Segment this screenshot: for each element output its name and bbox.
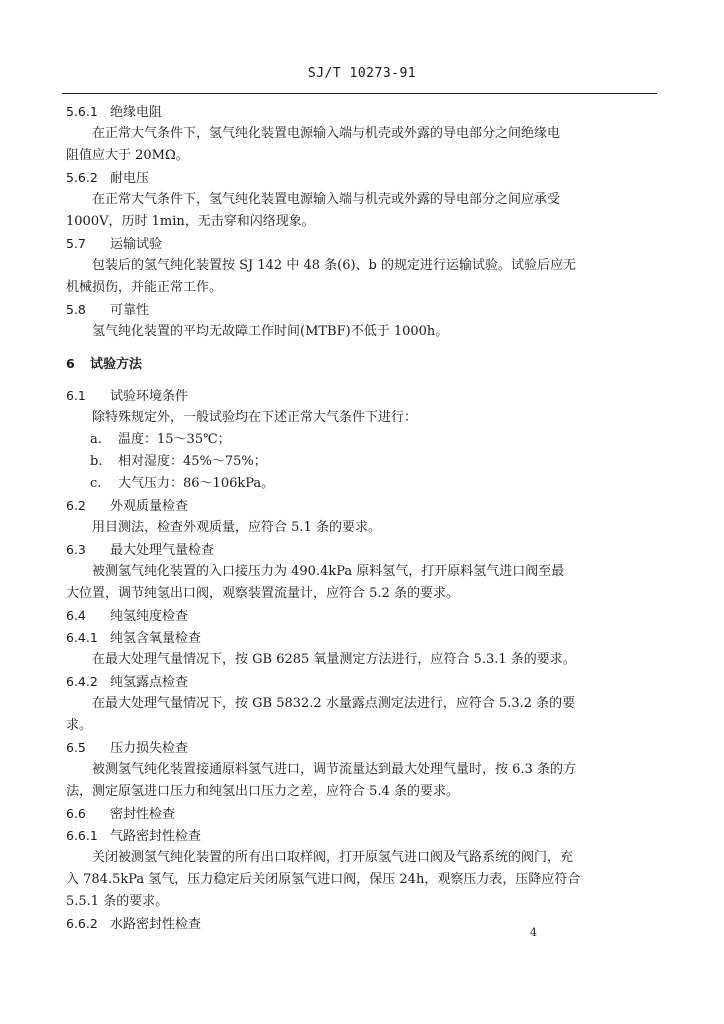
page-number: 4 <box>530 926 537 939</box>
paragraph-line: 1000V，历时 1min，无击穿和闪络现象。 <box>66 214 315 229</box>
section-number: 6.5 <box>66 740 86 755</box>
heading-6-3 <box>66 539 656 561</box>
section-number: 6 <box>66 356 75 371</box>
section-title: 最大处理气量检查 <box>110 543 215 558</box>
paragraph-line: 在最大处理气量情况下，按 GB 5832.2 水量露点测定法进行，应符合 5.3.2 条的要 <box>92 696 576 711</box>
section-title: 可靠性 <box>110 303 150 318</box>
paragraph-line: 被测氢气纯化装置的入口接压力为 490.4kPa 原料氢气，打开原料氢气进口阀至最 <box>92 564 565 579</box>
paragraph-line: 被测氢气纯化装置接通原料氢气进口，调节流量达到最大处理气量时，按 6.3 条的方 <box>92 762 576 777</box>
heading-6-6-1 <box>66 825 656 847</box>
section-title: 纯氢纯度检查 <box>110 609 189 624</box>
paragraph-line: 大位置，调节纯氢出口阀，观察装置流量计，应符合 5.2 条的要求。 <box>66 586 459 601</box>
section-number: 6.4 <box>66 608 86 623</box>
paragraph-line: 用目测法，检查外观质量，应符合 5.1 条的要求。 <box>92 520 381 535</box>
heading-6-4-2 <box>66 671 656 693</box>
heading-6-4 <box>66 605 656 627</box>
list-item-text: 温度：15～35℃； <box>118 432 231 447</box>
list-item-text: 大气压力：86～106kPa。 <box>118 476 275 491</box>
heading-6 <box>66 353 656 375</box>
section-number: 6.3 <box>66 542 86 557</box>
heading-6-5 <box>66 737 656 759</box>
paragraph-line: 在正常大气条件下，氢气纯化装置电源输入端与机壳或外露的导电部分之间应承受 <box>92 192 561 207</box>
section-title: 气路密封性检查 <box>110 829 202 844</box>
heading-5-8 <box>66 299 656 321</box>
body-content <box>66 101 656 935</box>
section-title: 试验方法 <box>90 357 143 372</box>
heading-6-4-1 <box>66 627 656 649</box>
section-title: 外观质量检查 <box>110 499 189 514</box>
section-number: 6.6.1 <box>66 828 98 843</box>
section-title: 密封性检查 <box>110 807 176 822</box>
standard-code-header: SJ/T 10273-91 <box>307 66 417 81</box>
section-title: 绝缘电阻 <box>110 105 163 120</box>
paragraph-line: 关闭被测氢气纯化装置的所有出口取样阀，打开原氢气进口阀及气路系统的阀门，充 <box>92 850 574 865</box>
heading-5-6-1 <box>66 101 656 123</box>
heading-6-2 <box>66 495 656 517</box>
header-rule <box>62 93 657 94</box>
section-title: 水路密封性检查 <box>110 917 202 932</box>
list-item-text: 相对湿度：45%～75%； <box>118 454 267 469</box>
paragraph-line: 氢气纯化装置的平均无故障工作时间(MTBF)不低于 1000h。 <box>92 324 449 339</box>
list-marker: b. <box>90 454 103 469</box>
section-number: 5.7 <box>66 236 86 251</box>
paragraph-line: 除特殊规定外，一般试验均在下述正常大气条件下进行： <box>92 410 418 425</box>
paragraph-line: 求。 <box>66 718 93 733</box>
list-marker: a. <box>90 432 102 447</box>
list-marker: c. <box>90 476 102 491</box>
section-title: 压力损失检查 <box>110 741 189 756</box>
section-title: 耐电压 <box>110 171 150 186</box>
paragraph-line: 在正常大气条件下，氢气纯化装置电源输入端与机壳或外露的导电部分之间绝缘电 <box>92 126 561 141</box>
paragraph-line: 5.5.1 条的要求。 <box>66 894 169 909</box>
paragraph-line: 入 784.5kPa 氢气，压力稳定后关闭原氢气进口阀，保压 24h，观察压力表，压降应符合 <box>66 872 581 887</box>
list-item <box>66 473 656 495</box>
section-number: 6.2 <box>66 498 86 513</box>
section-title: 运输试验 <box>110 237 163 252</box>
paragraph-line: 机械损伤，并能正常工作。 <box>66 280 223 295</box>
paragraph-line: 包装后的氢气纯化装置按 SJ 142 中 48 条(6)、b 的规定进行运输试验。试验后应无 <box>92 258 577 273</box>
list-item <box>66 429 656 451</box>
paragraph-line: 在最大处理气量情况下，按 GB 6285 氧量测定方法进行，应符合 5.3.1 条的要求。 <box>92 652 576 667</box>
section-title: 纯氢含氧量检查 <box>110 631 202 646</box>
heading-6-6-2 <box>66 913 656 935</box>
section-number: 6.6.2 <box>66 916 98 931</box>
heading-5-6-2 <box>66 167 656 189</box>
section-number: 5.6.2 <box>66 170 98 185</box>
section-number: 5.8 <box>66 302 86 317</box>
section-number: 5.6.1 <box>66 104 98 119</box>
heading-6-1 <box>66 385 656 407</box>
section-number: 6.6 <box>66 806 86 821</box>
section-title: 试验环境条件 <box>110 389 189 404</box>
paragraph-line: 法，测定原氢进口压力和纯氢出口压力之差，应符合 5.4 条的要求。 <box>66 784 459 799</box>
heading-6-6 <box>66 803 656 825</box>
section-title: 纯氢露点检查 <box>110 675 189 690</box>
section-number: 6.1 <box>66 388 86 403</box>
heading-5-7 <box>66 233 656 255</box>
paragraph-line: 阻值应大于 20MΩ。 <box>66 148 189 163</box>
section-number: 6.4.2 <box>66 674 98 689</box>
list-item <box>66 451 656 473</box>
section-number: 6.4.1 <box>66 630 98 645</box>
